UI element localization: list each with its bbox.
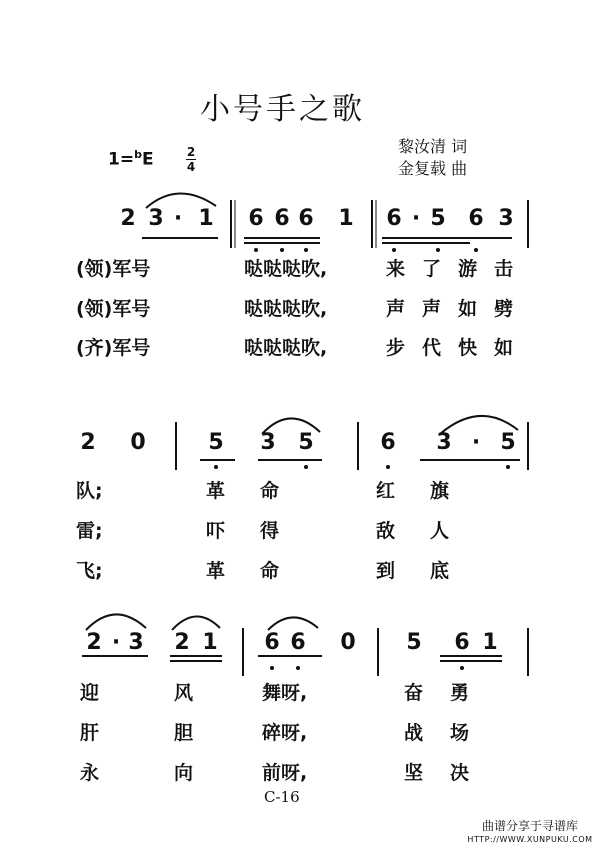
note: 3	[148, 206, 164, 231]
key-prefix: 1=	[108, 149, 135, 170]
lyric: 碎呀,	[262, 722, 308, 744]
slur	[86, 614, 146, 630]
note: 5	[500, 430, 516, 455]
lyric: 勇	[450, 682, 470, 704]
note: 1	[202, 630, 218, 655]
note: 1	[338, 206, 354, 231]
lyric: 红	[376, 480, 396, 502]
note: 5	[208, 430, 224, 455]
lyric: 敌	[376, 520, 396, 542]
note-dot: ·	[411, 206, 421, 231]
octave-dot	[460, 666, 464, 670]
octave-dot	[270, 666, 274, 670]
time-bottom: 4	[186, 160, 196, 174]
slur	[268, 617, 318, 630]
lyric: 队;	[76, 480, 103, 502]
lyric: 胆	[174, 722, 194, 744]
note-dot: ·	[111, 630, 121, 655]
page-number: C-16	[264, 788, 300, 806]
note: 5	[430, 206, 446, 231]
lyric: 劈	[494, 298, 514, 320]
watermark	[455, 820, 605, 846]
lyric: 旗	[430, 480, 450, 502]
lyric: 哒哒哒吹,	[244, 337, 328, 359]
note: 3	[498, 206, 514, 231]
lyric: 场	[450, 722, 470, 744]
octave-dot	[304, 248, 308, 252]
lyric: 肝	[80, 722, 100, 744]
lyric: 击	[494, 258, 514, 280]
lyric: 决	[450, 762, 470, 784]
lyric: 步	[386, 337, 406, 359]
note: 6	[274, 206, 290, 231]
octave-dot	[474, 248, 478, 252]
note: 6	[380, 430, 396, 455]
lyric: 人	[430, 520, 450, 542]
lyric: 代	[422, 337, 442, 359]
note: 5	[298, 430, 314, 455]
lyric: 声	[386, 298, 406, 320]
note: 2	[120, 206, 136, 231]
lyric: 迎	[80, 682, 100, 704]
lyric: 吓	[206, 520, 226, 542]
lyric: 游	[458, 258, 478, 280]
lyric: 雷;	[76, 520, 103, 542]
octave-dot	[254, 248, 258, 252]
lyric: 声	[422, 298, 442, 320]
note: 1	[482, 630, 498, 655]
octave-dot	[386, 465, 390, 469]
lyric-prefix: (领)军号	[76, 298, 151, 320]
time-top: 2	[186, 145, 196, 159]
note: 6	[386, 206, 402, 231]
note: 6	[248, 206, 264, 231]
lyric: 哒哒哒吹,	[244, 298, 328, 320]
note: 6	[264, 630, 280, 655]
slur	[172, 616, 220, 630]
note: 3	[436, 430, 452, 455]
lyric: 到	[376, 560, 396, 582]
lyric-prefix: (领)军号	[76, 258, 151, 280]
lyric: 奋	[404, 682, 424, 704]
lyric: 命	[260, 560, 280, 582]
lyric: 底	[430, 560, 450, 582]
octave-dot	[214, 465, 218, 469]
lyric: 飞;	[76, 560, 103, 582]
octave-dot	[506, 465, 510, 469]
watermark-text: 曲谱分享于寻谱库	[481, 819, 578, 833]
octave-dot	[296, 666, 300, 670]
lyric: 命	[260, 480, 280, 502]
lyric: 舞呀,	[262, 682, 308, 704]
lyric: 永	[80, 762, 100, 784]
note-dot: ·	[173, 206, 183, 231]
note: 0	[130, 430, 146, 455]
note: 2	[174, 630, 190, 655]
lyric: 如	[458, 298, 478, 320]
lyric-prefix: (齐)军号	[76, 337, 151, 359]
octave-dot	[392, 248, 396, 252]
lyric: 前呀,	[262, 762, 308, 784]
lyric: 哒哒哒吹,	[244, 258, 328, 280]
note: 6	[468, 206, 484, 231]
note-dot: ·	[471, 430, 481, 455]
note: 1	[198, 206, 214, 231]
lyric: 得	[260, 520, 280, 542]
note: 2	[80, 430, 96, 455]
lyric: 战	[404, 722, 424, 744]
note: 2	[86, 630, 102, 655]
note: 0	[340, 630, 356, 655]
note: 6	[290, 630, 306, 655]
lyric: 来	[386, 258, 406, 280]
key-note: E	[141, 149, 154, 170]
lyricist-credit: 黎汝清 词	[398, 137, 468, 156]
flat-sign: b	[134, 148, 142, 161]
octave-dot	[280, 248, 284, 252]
octave-dot	[436, 248, 440, 252]
lyric: 快	[458, 337, 478, 359]
lyric: 革	[206, 480, 226, 502]
lyric: 革	[206, 560, 226, 582]
watermark-url: HTTP://WWW.XUNPUKU.COM	[467, 835, 593, 844]
octave-dot	[304, 465, 308, 469]
note: 5	[406, 630, 422, 655]
composer-credit: 金复载 曲	[398, 159, 468, 178]
song-title: 小号手之歌	[200, 92, 365, 127]
note: 3	[260, 430, 276, 455]
lyric: 风	[174, 682, 194, 704]
note: 3	[128, 630, 144, 655]
lyric: 向	[174, 762, 194, 784]
lyric: 坚	[404, 762, 424, 784]
note: 6	[298, 206, 314, 231]
note: 6	[454, 630, 470, 655]
lyric: 了	[422, 258, 442, 280]
lyric: 如	[494, 337, 514, 359]
